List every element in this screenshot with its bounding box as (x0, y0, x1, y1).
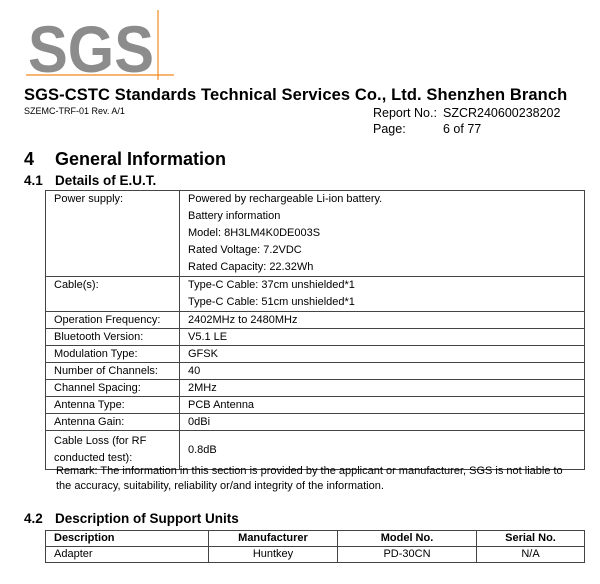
power-line: Battery information (188, 210, 281, 222)
subsection-heading (24, 173, 156, 188)
table-row (46, 191, 585, 277)
table-row (46, 397, 585, 414)
table-row (46, 329, 585, 346)
table-row (46, 346, 585, 363)
table-cell: N/A (477, 547, 585, 563)
remark-text: Remark: The information in this section is provided by the applicant or manufacturer, SGS is not liable to the accuracy, suitability, reliability or/and integrity of the information. (56, 465, 563, 492)
company-name: SGS-CSTC Standards Technical Services Co., Ltd. Shenzhen Branch (24, 86, 568, 104)
report-meta (373, 105, 560, 137)
row-value (180, 191, 585, 277)
cable-loss-label-line: Cable Loss (for RF (54, 435, 147, 447)
row-value: 2402MHz to 2480MHz (180, 312, 585, 329)
row-value: 0.8dB (180, 431, 585, 470)
sgs-logo (26, 8, 176, 84)
table-row (46, 414, 585, 431)
page-value: 6 of 77 (443, 122, 482, 136)
subsection-title: Details of E.U.T. (55, 173, 157, 188)
row-label (46, 277, 180, 312)
row-label: Antenna Type: (46, 397, 180, 414)
column-header: Manufacturer (209, 531, 338, 547)
support-units-table (45, 530, 585, 563)
row-label: Modulation Type: (46, 346, 180, 363)
power-supply-label: Power supply: (54, 193, 124, 205)
column-header: Model No. (338, 531, 477, 547)
row-label: Antenna Gain: (46, 414, 180, 431)
section-heading (24, 149, 226, 170)
row-value: 40 (180, 363, 585, 380)
row-label: Channel Spacing: (46, 380, 180, 397)
row-value: GFSK (180, 346, 585, 363)
power-line: Rated Voltage: 7.2VDC (188, 244, 302, 256)
row-value: PCB Antenna (180, 397, 585, 414)
table-cell: Adapter (46, 547, 209, 563)
power-line: Model: 8H3LM4K0DE003S (188, 227, 321, 239)
row-label: Operation Frequency: (46, 312, 180, 329)
table-cell: Huntkey (209, 547, 338, 563)
subsection-title: Description of Support Units (55, 511, 239, 526)
row-label: Number of Channels: (46, 363, 180, 380)
report-no-label: Report No.: (373, 106, 437, 120)
cable-loss-label-line: conducted test): (54, 452, 133, 464)
table-row (46, 277, 585, 312)
subsection-heading (24, 511, 239, 526)
svg-text:SGS: SGS (28, 12, 154, 84)
table-row (46, 363, 585, 380)
page-label: Page: (373, 122, 406, 136)
row-value: 2MHz (180, 380, 585, 397)
table-header-row (46, 531, 585, 547)
subsection-number: 4.1 (24, 173, 43, 188)
cables-label: Cable(s): (54, 279, 99, 291)
table-cell: PD-30CN (338, 547, 477, 563)
row-value (180, 277, 585, 312)
subsection-number: 4.2 (24, 511, 43, 526)
power-line: Rated Capacity: 22.32Wh (188, 261, 314, 273)
row-label: Bluetooth Version: (46, 329, 180, 346)
row-label (46, 191, 180, 277)
power-line: Powered by rechargeable Li-ion battery. (188, 193, 383, 205)
table-row (46, 380, 585, 397)
row-value: 0dBi (180, 414, 585, 431)
column-header: Serial No. (477, 531, 585, 547)
eut-details-table (45, 190, 585, 470)
form-reference: SZEMC-TRF-01 Rev. A/1 (24, 106, 125, 116)
cable-line: Type-C Cable: 51cm unshielded*1 (188, 296, 355, 308)
row-value: V5.1 LE (180, 329, 585, 346)
column-header: Description (46, 531, 209, 547)
report-no-value: SZCR240600238202 (443, 106, 561, 120)
table-row (46, 547, 585, 563)
table-row (46, 312, 585, 329)
cable-line: Type-C Cable: 37cm unshielded*1 (188, 279, 355, 291)
section-number: 4 (24, 149, 35, 169)
section-title: General Information (55, 149, 227, 169)
